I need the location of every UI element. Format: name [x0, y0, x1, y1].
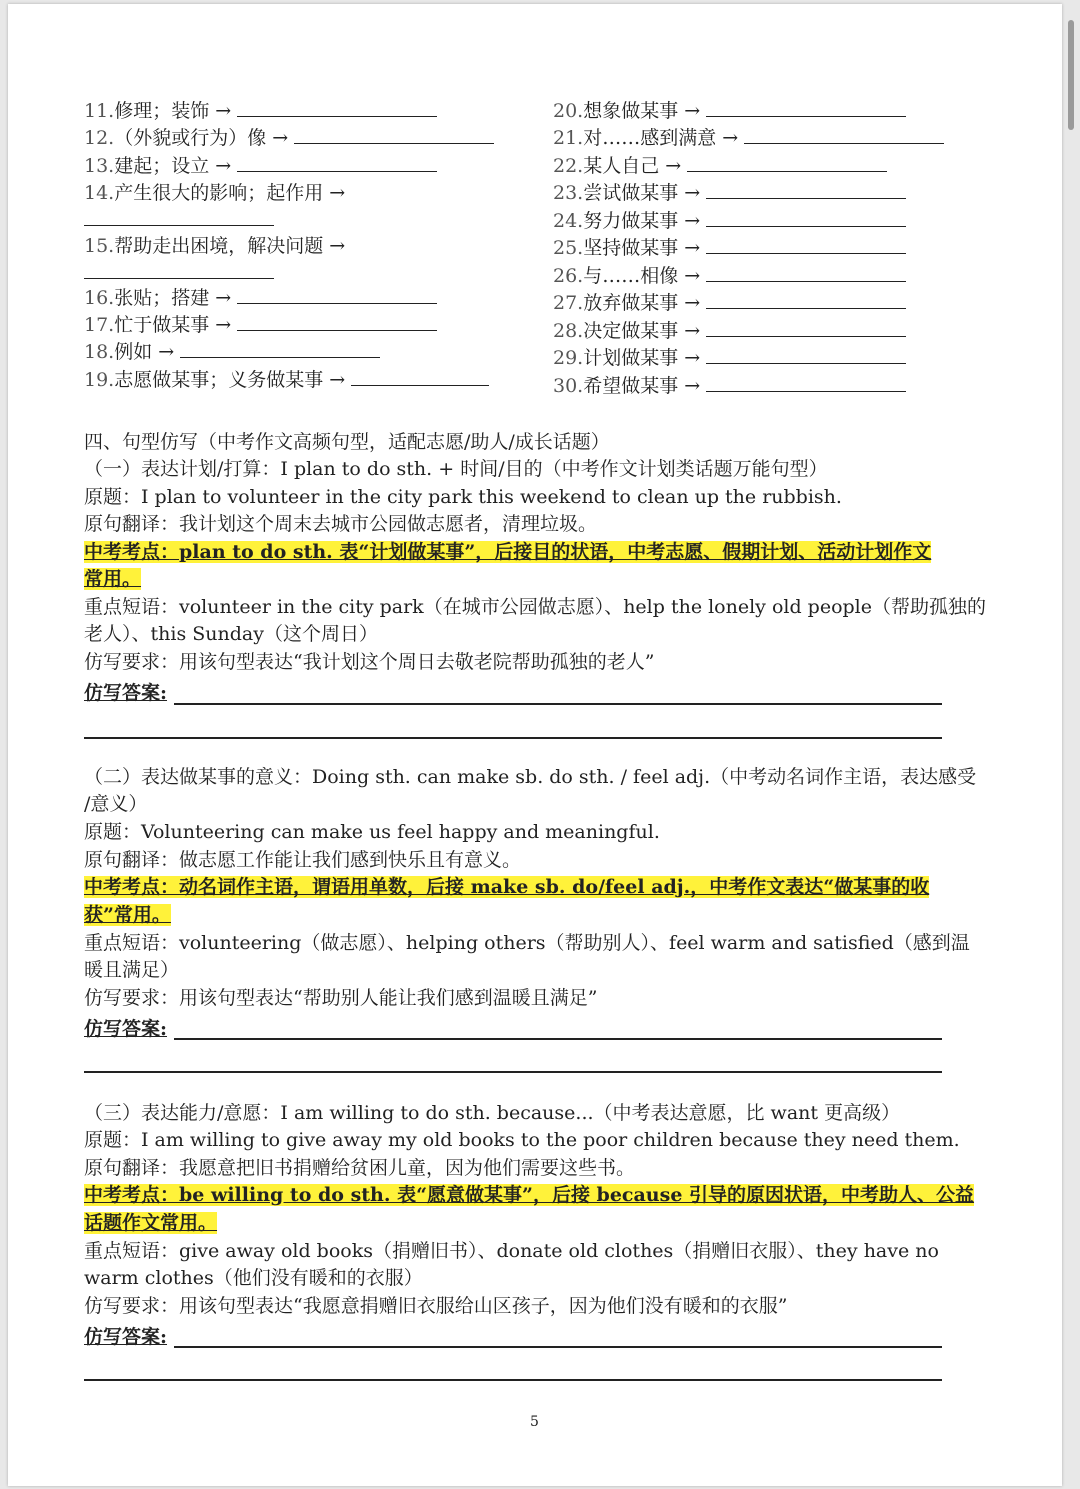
answer-blank[interactable]	[706, 235, 906, 254]
block-2-answer-line-2[interactable]	[84, 1071, 942, 1073]
block-1-answer-line[interactable]	[174, 703, 942, 705]
vocab-item-22: 22.某人自己 →	[553, 153, 887, 180]
page-number: 5	[530, 1414, 539, 1430]
section-title: 四、句型仿写（中考作文高频句型，适配志愿/助人/成长话题）	[84, 431, 610, 453]
answer-blank[interactable]	[706, 373, 906, 392]
block-3-exam-point-cont: 话题作文常用。	[84, 1212, 218, 1234]
answer-blank[interactable]	[706, 345, 906, 364]
block-3-exam-point: 中考考点：be willing to do sth. 表“愿意做某事”，后接 because 引导的原因状语，中考助人、公益	[84, 1184, 975, 1206]
answer-blank[interactable]	[706, 98, 906, 117]
block-1-original: 原题：I plan to volunteer in the city park this weekend to clean up the rubbish.	[84, 486, 842, 508]
vocab-item-23: 23.尝试做某事 →	[553, 180, 906, 207]
block-3-requirement: 仿写要求：用该句型表达“我愿意捐赠旧衣服给山区孩子，因为他们没有暖和的衣服”	[84, 1295, 788, 1317]
document-page	[8, 4, 1062, 1486]
block-3-original: 原题：I am willing to give away my old books to the poor children because they need them.	[84, 1129, 960, 1151]
vocab-item-17: 17.忙于做某事 →	[84, 312, 437, 339]
vocab-item-15-blank	[84, 260, 274, 287]
block-2-requirement: 仿写要求：用该句型表达“帮助别人能让我们感到温暖且满足”	[84, 987, 598, 1009]
answer-blank[interactable]	[706, 208, 906, 227]
answer-blank[interactable]	[706, 263, 906, 282]
block-2-phrases-cont: 暖且满足）	[84, 959, 180, 981]
block-3-answer-label: 仿写答案:	[84, 1326, 168, 1348]
block-3-translation: 原句翻译：我愿意把旧书捐赠给贫困儿童，因为他们需要这些书。	[84, 1157, 636, 1179]
vocab-item-16: 16.张贴；搭建 →	[84, 285, 437, 312]
block-1-exam-point-cont: 常用。	[84, 568, 142, 590]
answer-blank[interactable]	[180, 339, 380, 358]
block-2-original: 原题：Volunteering can make us feel happy and meaningful.	[84, 821, 660, 843]
block-2-title-cont: /意义）	[84, 793, 148, 815]
answer-blank[interactable]	[84, 207, 274, 226]
block-1-answer-label: 仿写答案:	[84, 682, 168, 704]
answer-blank[interactable]	[84, 260, 274, 279]
vocab-item-30: 30.希望做某事 →	[553, 373, 906, 400]
vocab-item-20: 20.想象做某事 →	[553, 98, 906, 125]
block-3-answer-line-2[interactable]	[84, 1379, 942, 1381]
vocab-item-15: 15.帮助走出困境，解决问题 →	[84, 235, 346, 257]
block-2-answer-line[interactable]	[174, 1038, 942, 1040]
vocab-item-13: 13.建起；设立 →	[84, 153, 437, 180]
block-2-answer-label: 仿写答案:	[84, 1018, 168, 1040]
vocab-item-18: 18.例如 →	[84, 339, 380, 366]
block-1-phrases-cont: 老人）、this Sunday（这个周日）	[84, 623, 378, 645]
block-3-answer-line[interactable]	[174, 1346, 942, 1348]
answer-blank[interactable]	[237, 312, 437, 331]
vocab-item-12: 12.（外貌或行为）像 →	[84, 125, 494, 152]
block-2-exam-point: 中考考点：动名词作主语，谓语用单数，后接 make sb. do/feel adj.，中考作文表达“做某事的收	[84, 876, 930, 898]
vocab-item-25: 25.坚持做某事 →	[553, 235, 906, 262]
vocab-item-21: 21.对……感到满意 →	[553, 125, 944, 152]
vocab-item-29: 29.计划做某事 →	[553, 345, 906, 372]
block-1-title: （一）表达计划/打算：I plan to do sth. + 时间/目的（中考作文计划类话题万能句型）	[84, 458, 828, 480]
vocab-item-26: 26.与……相像 →	[553, 263, 906, 290]
block-3-phrases-cont: warm clothes（他们没有暖和的衣服）	[84, 1267, 423, 1289]
block-2-title: （二）表达做某事的意义：Doing sth. can make sb. do sth. / feel adj.（中考动名词作主语，表达感受	[84, 766, 977, 788]
vocab-item-14-blank	[84, 207, 274, 234]
block-1-answer-line-2[interactable]	[84, 737, 942, 739]
vocab-item-14: 14.产生很大的影响；起作用 →	[84, 182, 346, 204]
answer-blank[interactable]	[294, 125, 494, 144]
answer-blank[interactable]	[706, 318, 906, 337]
block-2-phrases: 重点短语：volunteering（做志愿）、helping others（帮助别人）、feel warm and satisfied（感到温	[84, 932, 970, 954]
block-2-translation: 原句翻译：做志愿工作能让我们感到快乐且有意义。	[84, 849, 522, 871]
block-3-phrases: 重点短语：give away old books（捐赠旧书）、donate old clothes（捐赠旧衣服）、they have no	[84, 1240, 939, 1262]
block-1-requirement: 仿写要求：用该句型表达“我计划这个周日去敬老院帮助孤独的老人”	[84, 651, 655, 673]
answer-blank[interactable]	[706, 180, 906, 199]
vocab-item-27: 27.放弃做某事 →	[553, 290, 906, 317]
answer-blank[interactable]	[237, 153, 437, 172]
answer-blank[interactable]	[744, 125, 944, 144]
answer-blank[interactable]	[237, 285, 437, 304]
block-1-exam-point: 中考考点：plan to do sth. 表“计划做某事”，后接目的状语，中考志愿、假期计划、活动计划作文	[84, 541, 932, 563]
scrollbar-thumb[interactable]	[1068, 20, 1074, 130]
vocab-item-24: 24.努力做某事 →	[553, 208, 906, 235]
vocab-item-11: 11.修理；装饰 →	[84, 98, 437, 125]
answer-blank[interactable]	[237, 98, 437, 117]
answer-blank[interactable]	[351, 367, 489, 386]
block-1-phrases: 重点短语：volunteer in the city park（在城市公园做志愿）、help the lonely old people（帮助孤独的	[84, 596, 987, 618]
answer-blank[interactable]	[706, 290, 906, 309]
block-3-title: （三）表达能力/意愿：I am willing to do sth. because...（中考表达意愿，比 want 更高级）	[84, 1102, 901, 1124]
vocab-item-19: 19.志愿做某事；义务做某事 →	[84, 367, 489, 394]
vocab-item-28: 28.决定做某事 →	[553, 318, 906, 345]
block-1-translation: 原句翻译：我计划这个周末去城市公园做志愿者，清理垃圾。	[84, 513, 598, 535]
block-2-exam-point-cont: 获”常用。	[84, 904, 171, 926]
answer-blank[interactable]	[687, 153, 887, 172]
